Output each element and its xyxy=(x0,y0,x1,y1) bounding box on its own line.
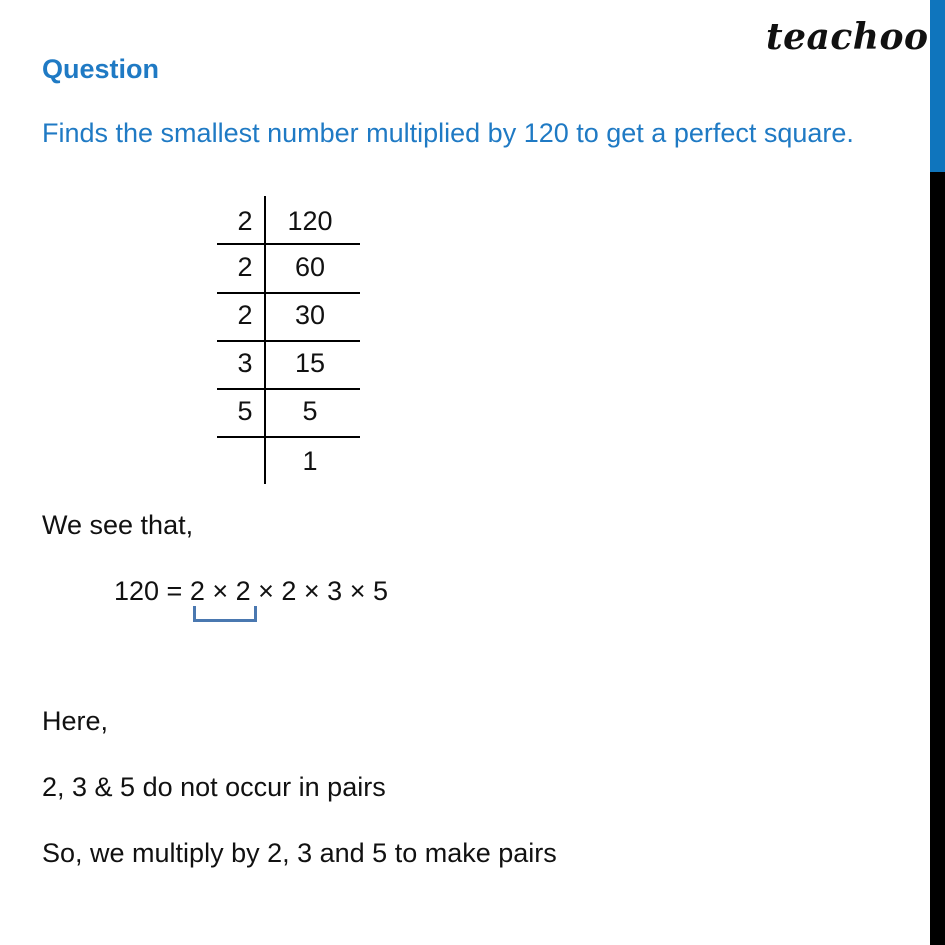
division-dividend: 30 xyxy=(294,300,326,330)
pair-bracket xyxy=(193,606,257,622)
division-row-separator xyxy=(217,436,360,438)
division-divisor: 5 xyxy=(237,396,253,426)
division-dividend: 15 xyxy=(294,348,326,378)
division-divisor: 2 xyxy=(237,206,253,236)
here-line: Here, xyxy=(42,706,109,736)
factorization-line: 120 = 2 × 2 × 2 × 3 × 5 xyxy=(114,576,388,606)
division-row-separator xyxy=(217,340,360,342)
division-divisor: 3 xyxy=(237,348,253,378)
division-divisor: 2 xyxy=(237,300,253,330)
division-dividend: 120 xyxy=(287,206,333,236)
teachoo-logo: teachoo xyxy=(766,16,929,58)
division-row-separator xyxy=(217,388,360,390)
sidebar-accent-strip xyxy=(930,0,945,172)
division-divisor: 2 xyxy=(237,252,253,282)
division-row-separator xyxy=(217,292,360,294)
division-dividend: 5 xyxy=(302,396,318,426)
conclusion-line: So, we multiply by 2, 3 and 5 to make pairs xyxy=(42,838,557,868)
intro-line: We see that, xyxy=(42,510,194,540)
division-dividend: 60 xyxy=(294,252,326,282)
question-text: Finds the smallest number multiplied by 120 to get a perfect square. xyxy=(42,118,854,148)
division-row-separator xyxy=(217,243,360,245)
division-dividend: 1 xyxy=(302,446,318,476)
not-pairs-line: 2, 3 & 5 do not occur in pairs xyxy=(42,772,386,802)
question-heading: Question xyxy=(42,54,160,84)
